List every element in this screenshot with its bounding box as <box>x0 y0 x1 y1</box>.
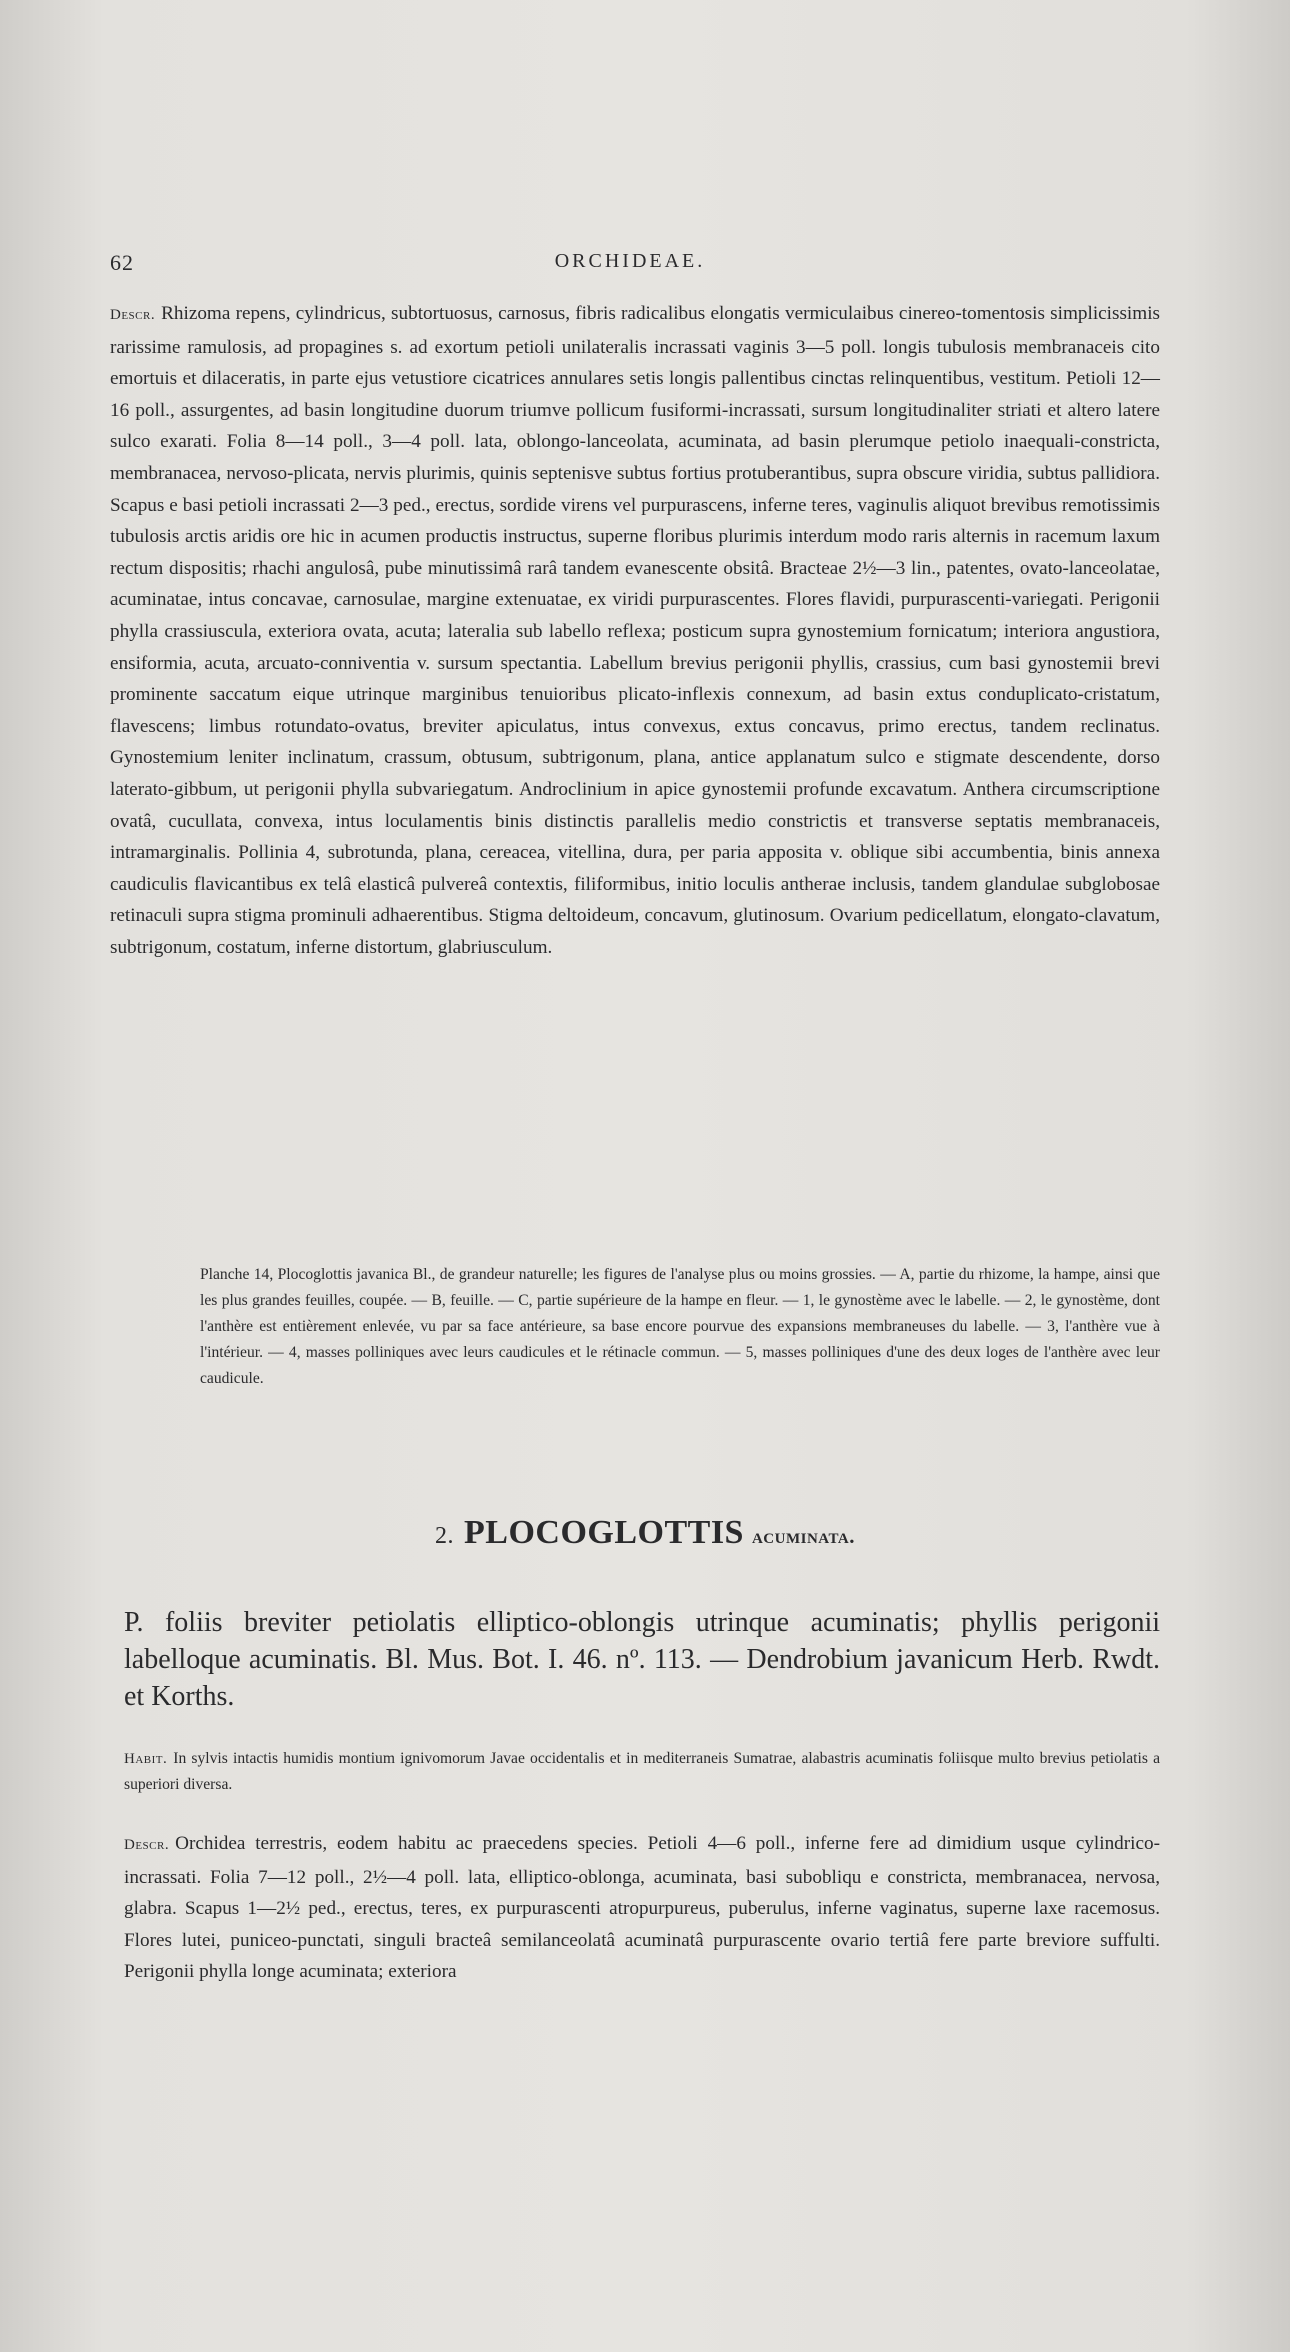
description-paragraph-1 <box>110 298 1160 963</box>
running-title: ORCHIDEAE. <box>554 250 706 272</box>
description-label: Descr. <box>110 307 156 323</box>
description-paragraph-2 <box>124 1828 1160 1988</box>
plate-legend: Planche 14, Plocoglottis javanica Bl., de grandeur naturelle; les figures de l'analyse plus ou moins grossies. — A, partie du rhizome, la hampe, ainsi que les plus grandes feuilles, coupée. — B, feuille. — C, partie supérieure de la hampe en fleur. — 1, le gynostème avec le labelle. — 2, le gynostème, dont l'anthère est entièrement enlevée, vu par sa face antérieure, sa base encore pourvue des expansions membraneuses du labelle. — 3, l'anthère vue à l'intérieur. — 4, masses polliniques avec leurs caudicules et le rétinacle commun. — 5, masses polliniques d'une des deux loges de l'anthère avec leur caudicule. <box>200 1266 1160 1387</box>
species-number: 2. <box>435 1523 454 1549</box>
habitat-text: In sylvis intactis humidis montium ignivomorum Javae occidentalis et in mediterraneis Sumatrae, alabastris acuminatis foliisque multo brevius petiolatis a superiori diversa. <box>124 1750 1160 1793</box>
habitat-paragraph <box>124 1746 1160 1797</box>
description-label-2: Descr. <box>124 1837 170 1853</box>
page-number: 62 <box>110 250 134 275</box>
habitat-label: Habit. <box>124 1751 168 1767</box>
diagnosis-paragraph: P. foliis breviter petiolatis elliptico-oblongis utrinque acuminatis; phyllis perigonii labelloque acuminatis. Bl. Mus. Bot. I. 46. nº. 113. — Dendrobium javanicum Herb. Rwdt. et Korths. <box>124 1607 1160 1712</box>
description-text-2: Orchidea terrestris, eodem habitu ac praecedens species. Petioli 4—6 poll., inferne fere ad dimidium usque cylindrico-incrassati. Folia 7—12 poll., 2½—4 poll. lata, elliptico-oblonga, acuminata, basi subobliqu e constricta, membranacea, nervosa, glabra. Scapus 1—2½ ped., erectus, teres, ex purpurascenti atropurpureus, puberulus, inferne vaginatus, superne laxe racemosus. Flores lutei, puniceo-punctati, singuli bracteâ semilanceolatâ acuminatâ purpurascente ovario tertiâ fere parte breviore suffulti. Perigonii phylla longe acuminata; exteriora <box>124 1833 1160 1983</box>
genus-name: PLOCOGLOTTIS <box>464 1514 744 1551</box>
species-heading <box>0 1514 1290 1552</box>
species-epithet: acuminata. <box>751 1524 855 1548</box>
running-header <box>110 250 1150 280</box>
description-text: Rhizoma repens, cylindricus, subtortuosus, carnosus, fibris radicalibus elongatis vermiculaibus cinereo-tomentosis simplicissimis rarissime ramulosis, ad propagines s. ad exortum petioli unilateralis incrassati vaginis 3—5 poll. longis tubulosis membranaceis cito emortuis et dilaceratis, in parte ejus vetustiore cicatrices annulares setis longis pallentibus cinctas relinquentibus, vestitum. Petioli 12—16 poll., assurgentes, ad basin longitudine duorum triumve pollicum fusiformi-incrassati, sursum longitudinaliter striati et altero latere sulco exarati. Folia 8—14 poll., 3—4 poll. lata, oblongo-lanceolata, acuminata, ad basin plerumque petiolo inaequali-constricta, membranacea, nervoso-plicata, nervis plurimis, quinis septenisve subtus fortius protuberantibus, supra obscure viridia, subtus pallidiora. Scapus e basi petioli incrassati 2—3 ped., erectus, sordide virens vel purpurascens, inferne teres, vaginulis aliquot brevibus remotissimis tubulosis arctis aridis ore hic in acumen productis instructus, superne floribus plurimis interdum modo raris alternis in racemum laxum rectum dispositis; rhachi angulosâ, pube minutissimâ rarâ tandem evanescente obsitâ. Bracteae 2½—3 lin., patentes, ovato-lanceolatae, acuminatae, intus concavae, carnosulae, margine extenuatae, ex viridi purpurascentes. Flores flavidi, purpurascenti-variegati. Perigonii phylla crassiuscula, exteriora ovata, acuta; lateralia sub labello reflexa; posticum supra gynostemium fornicatum; interiora angustiora, ensiformia, acuta, arcuato-conniventia v. sursum spectantia. Labellum brevius perigonii phyllis, crassius, cum basi gynostemii brevi prominente saccatum eique utrinque marginibus tenuioribus plicato-inflexis connexum, ad basin extus conduplicato-cristatum, flavescens; limbus rotundato-ovatus, breviter apiculatus, intus convexus, extus concavus, primo erectus, tandem reclinatus. Gynostemium leniter inclinatum, crassum, obtusum, subtrigonum, plana, antice applanatum sulco e stigmate descendente, dorso laterato-gibbum, ut perigonii phylla subvariegatum. Androclinium in apice gynostemii profunde excavatum. Anthera circumscriptione ovatâ, cucullata, convexa, intus loculamentis binis distinctis parallelis medio constrictis et transverse septatis membranaceis, intramarginalis. Pollinia 4, subrotunda, plana, cereacea, vitellina, dura, per paria apposita v. oblique sibi accumbentia, binis annexa caudiculis flavicantibus ex telâ elasticâ pulvereâ contextis, filiformibus, initio loculis antherae inclusis, tandem glandulae subglobosae retinaculi supra stigma prominuli adhaerentibus. Stigma deltoideum, concavum, glutinosum. Ovarium pedicellatum, elongato-clavatum, subtrigonum, costatum, inferne distortum, glabriusculum. <box>110 303 1160 958</box>
